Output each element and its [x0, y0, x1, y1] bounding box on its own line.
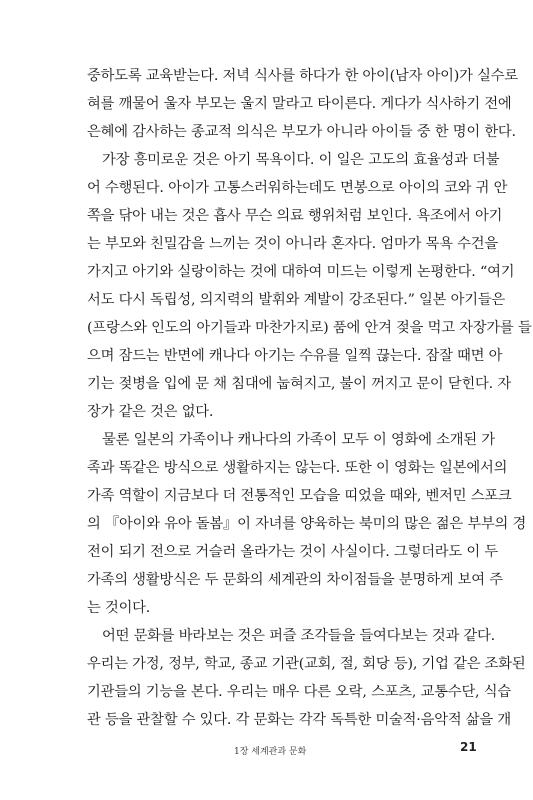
text-line: 기관들의 기능을 본다. 우리는 매우 다른 오락, 스포츠, 교통수단, 식습	[87, 684, 511, 700]
page-number: 21	[460, 740, 477, 754]
paragraph-start-line: 어떤 문화를 바라보는 것은 퍼즐 조각들을 들여다보는 것과 같다.	[102, 628, 495, 644]
text-line: 우리는 가정, 정부, 학교, 종교 기관(교회, 절, 회당 등), 기업 같은 조화된	[87, 656, 526, 672]
text-line: 중하도록 교육받는다. 저녁 식사를 하다가 한 아이(남자 아이)가 실수로	[87, 68, 518, 84]
text-line: 쪽을 닦아 내는 것은 흡사 무슨 의료 행위처럼 보인다. 욕조에서 아기	[87, 208, 503, 224]
text-line: 어 수행된다. 아이가 고통스러워하는데도 면봉으로 아이의 코와 귀 안	[87, 180, 508, 196]
text-line: 족과 똑같은 방식으로 생활하지는 않는다. 또한 이 영화는 일본에서의	[87, 460, 508, 476]
page-footer	[0, 740, 533, 764]
paragraph-start-line: 물론 일본의 가족이나 캐나다의 가족이 모두 이 영화에 소개된 가	[102, 432, 495, 448]
paragraph-end-line: 장가 같은 것은 없다.	[87, 404, 214, 420]
text-line: 가족의 생활방식은 두 문화의 세계관의 차이점들을 분명하게 보여 주	[87, 572, 503, 588]
text-line: 서도 다시 독립성, 의지력의 발휘와 계발이 강조된다.” 일본 아기들은	[87, 292, 506, 308]
text-line: 기는 젖병을 입에 문 채 침대에 눕혀지고, 불이 꺼지고 문이 닫힌다. 자	[87, 376, 511, 392]
running-head: 1장 세계관과 문화	[234, 747, 307, 757]
text-line: 전이 되기 전으로 거슬러 올라가는 것이 사실이다. 그렇더라도 이 두	[87, 544, 498, 560]
text-line: 은혜에 감사하는 종교적 의식은 부모가 아니라 아이들 중 한 명이 한다.	[87, 124, 516, 140]
paragraph-end-line: 는 것이다.	[87, 600, 151, 616]
text-line: 혀를 깨물어 울자 부모는 울지 말라고 타이른다. 게다가 식사하기 전에	[87, 96, 512, 112]
text-line: (프랑스와 인도의 아기들과 마찬가지로) 품에 안겨 젖을 먹고 자장가를 들	[87, 320, 532, 336]
text-line: 관 등을 관찰할 수 있다. 각 문화는 각각 독특한 미술적·음악적 삶을 개	[87, 712, 511, 728]
text-line: 는 부모와 친밀감을 느끼는 것이 아니라 혼자다. 엄마가 목욕 수건을	[87, 236, 498, 252]
text-line: 가족 역할이 지금보다 더 전통적인 모습을 띠었을 때와, 벤저민 스포크	[87, 488, 512, 504]
paragraph-start-line: 가장 흥미로운 것은 아기 목욕이다. 이 일은 고도의 효율성과 더불	[102, 152, 500, 168]
text-line: 의 『아이와 유아 돌봄』이 자녀를 양육하는 북미의 많은 젊은 부부의 경	[87, 516, 527, 532]
text-line: 가지고 아기와 실랑이하는 것에 대하여 미드는 이렇게 논평한다. “여기	[87, 264, 515, 280]
text-line: 으며 잠드는 반면에 캐나다 아기는 수유를 일찍 끊는다. 잠잘 때면 아	[87, 348, 503, 364]
